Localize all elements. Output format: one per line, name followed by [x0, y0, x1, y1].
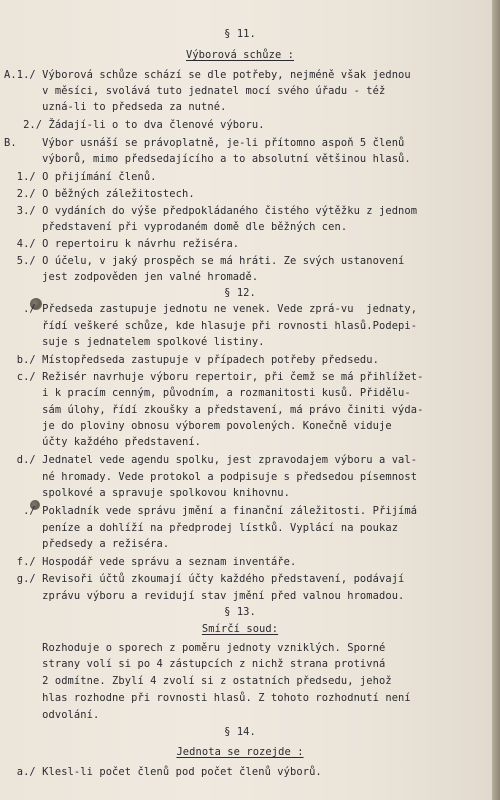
section-number: § 12. — [224, 287, 256, 299]
document-line: je do ploviny obnosu výborem povolených. Konečně viduje — [4, 420, 392, 432]
document-line: né hromady. Vede protokol a podpisuje s předsedou písemnost — [4, 471, 418, 483]
section-heading: Výborová schůze : — [185, 49, 295, 61]
document-line: a./ Klesl-li počet členů pod počet členů výborů. — [4, 766, 322, 778]
document-line: zprávu výboru a revidují stav jmění před valnou hromadou. — [4, 590, 405, 602]
section-heading: Smírčí soud: — [201, 623, 279, 635]
document-line: 4./ O repertoiru k návrhu režiséra. — [4, 238, 240, 250]
paper-edge-shadow — [492, 0, 500, 800]
document-line: i k pracím cenným, původním, a rozmanitosti kusů. Přidělu- — [4, 387, 411, 399]
document-line: 5./ O účelu, v jaký prospěch se má hráti. Ze svých ustanovení — [4, 255, 405, 267]
document-line: odvolání. — [4, 709, 100, 721]
document-line: 2./ O běžných záležitostech. — [4, 188, 195, 200]
document-line: suje s jednatelem spolkové listiny. — [4, 336, 265, 348]
document-line: 2./ Žádají-li o to dva členové výboru. — [4, 119, 265, 131]
document-line: 1./ O přijímání členů. — [4, 171, 157, 183]
document-line: spolkové a spravuje spolkovou knihovnu. — [4, 487, 291, 499]
document-line: hlas rozhodne při rovnosti hlasů. Z tohoto rozhodnutí není — [4, 692, 411, 704]
document-line: Rozhoduje o sporech z poměru jednoty vzniklých. Sporné — [4, 642, 386, 654]
document-line: d./ Jednatel vede agendu spolku, jest zpravodajem výboru a val- — [4, 454, 418, 466]
section-number: § 13. — [224, 606, 256, 618]
document-line: A.1./ Výborová schůze schází se dle potřeby, nejméně však jednou — [4, 69, 411, 81]
document-line: ./ Pokladník vede správu jmění a finanční záležitosti. Přijímá — [4, 505, 418, 517]
document-line: 2 odmítne. Zbylí 4 zvolí si z ostatních předsedu, jehož — [4, 675, 392, 687]
document-line: účty každého představení. — [4, 436, 202, 448]
document-line: g./ Revisoři účtů zkoumají účty každého představení, podávají — [4, 573, 405, 585]
section-heading: Jednota se rozejde : — [176, 746, 304, 758]
document-line: jest zodpověden jen valné hromadě. — [4, 271, 259, 283]
document-line: v měsíci, svolává tuto jednatel mocí svého úřadu - též — [4, 85, 386, 97]
document-line: B. Výbor usnáší se právoplatně, je-li přítomno aspoň 5 členů — [4, 137, 405, 149]
document-line: 3./ O vydáních do výše předpokládaného čistého výtěžku z jednom — [4, 205, 418, 217]
document-line: uzná-li to předseda za nutné. — [4, 101, 227, 113]
section-number: § 11. — [224, 28, 256, 40]
section-number: § 14. — [224, 726, 256, 738]
document-line: předsedy a režiséra. — [4, 538, 170, 550]
document-line: řídí veškeré schůze, kde hlasuje při rovnosti hlasů.Podepi- — [4, 320, 418, 332]
document-line: strany volí si po 4 zástupcích z nichž strana protivná — [4, 658, 386, 670]
document-line: f./ Hospodář vede správu a seznam inventáře. — [4, 556, 297, 568]
document-line: b./ Místopředseda zastupuje v případech potřeby předsedu. — [4, 354, 379, 366]
document-line: sám úlohy, řídí zkoušky a představení, má právo činiti výda- — [4, 404, 424, 416]
document-line: představení při vyprodaném domě dle běžných cen. — [4, 221, 348, 233]
document-line: c./ Režisér navrhuje výboru repertoir, při čemž se má přihlížet- — [4, 371, 424, 383]
document-line: peníze a dohlíží na předprodej lístků. Vyplácí na poukaz — [4, 522, 399, 534]
document-line: výborů, mimo předsedajícího a to absolutní většinou hlasů. — [4, 153, 411, 165]
document-line: ./ Předseda zastupuje jednotu ne venek. Vede zprá-vu jednaty, — [4, 303, 418, 315]
